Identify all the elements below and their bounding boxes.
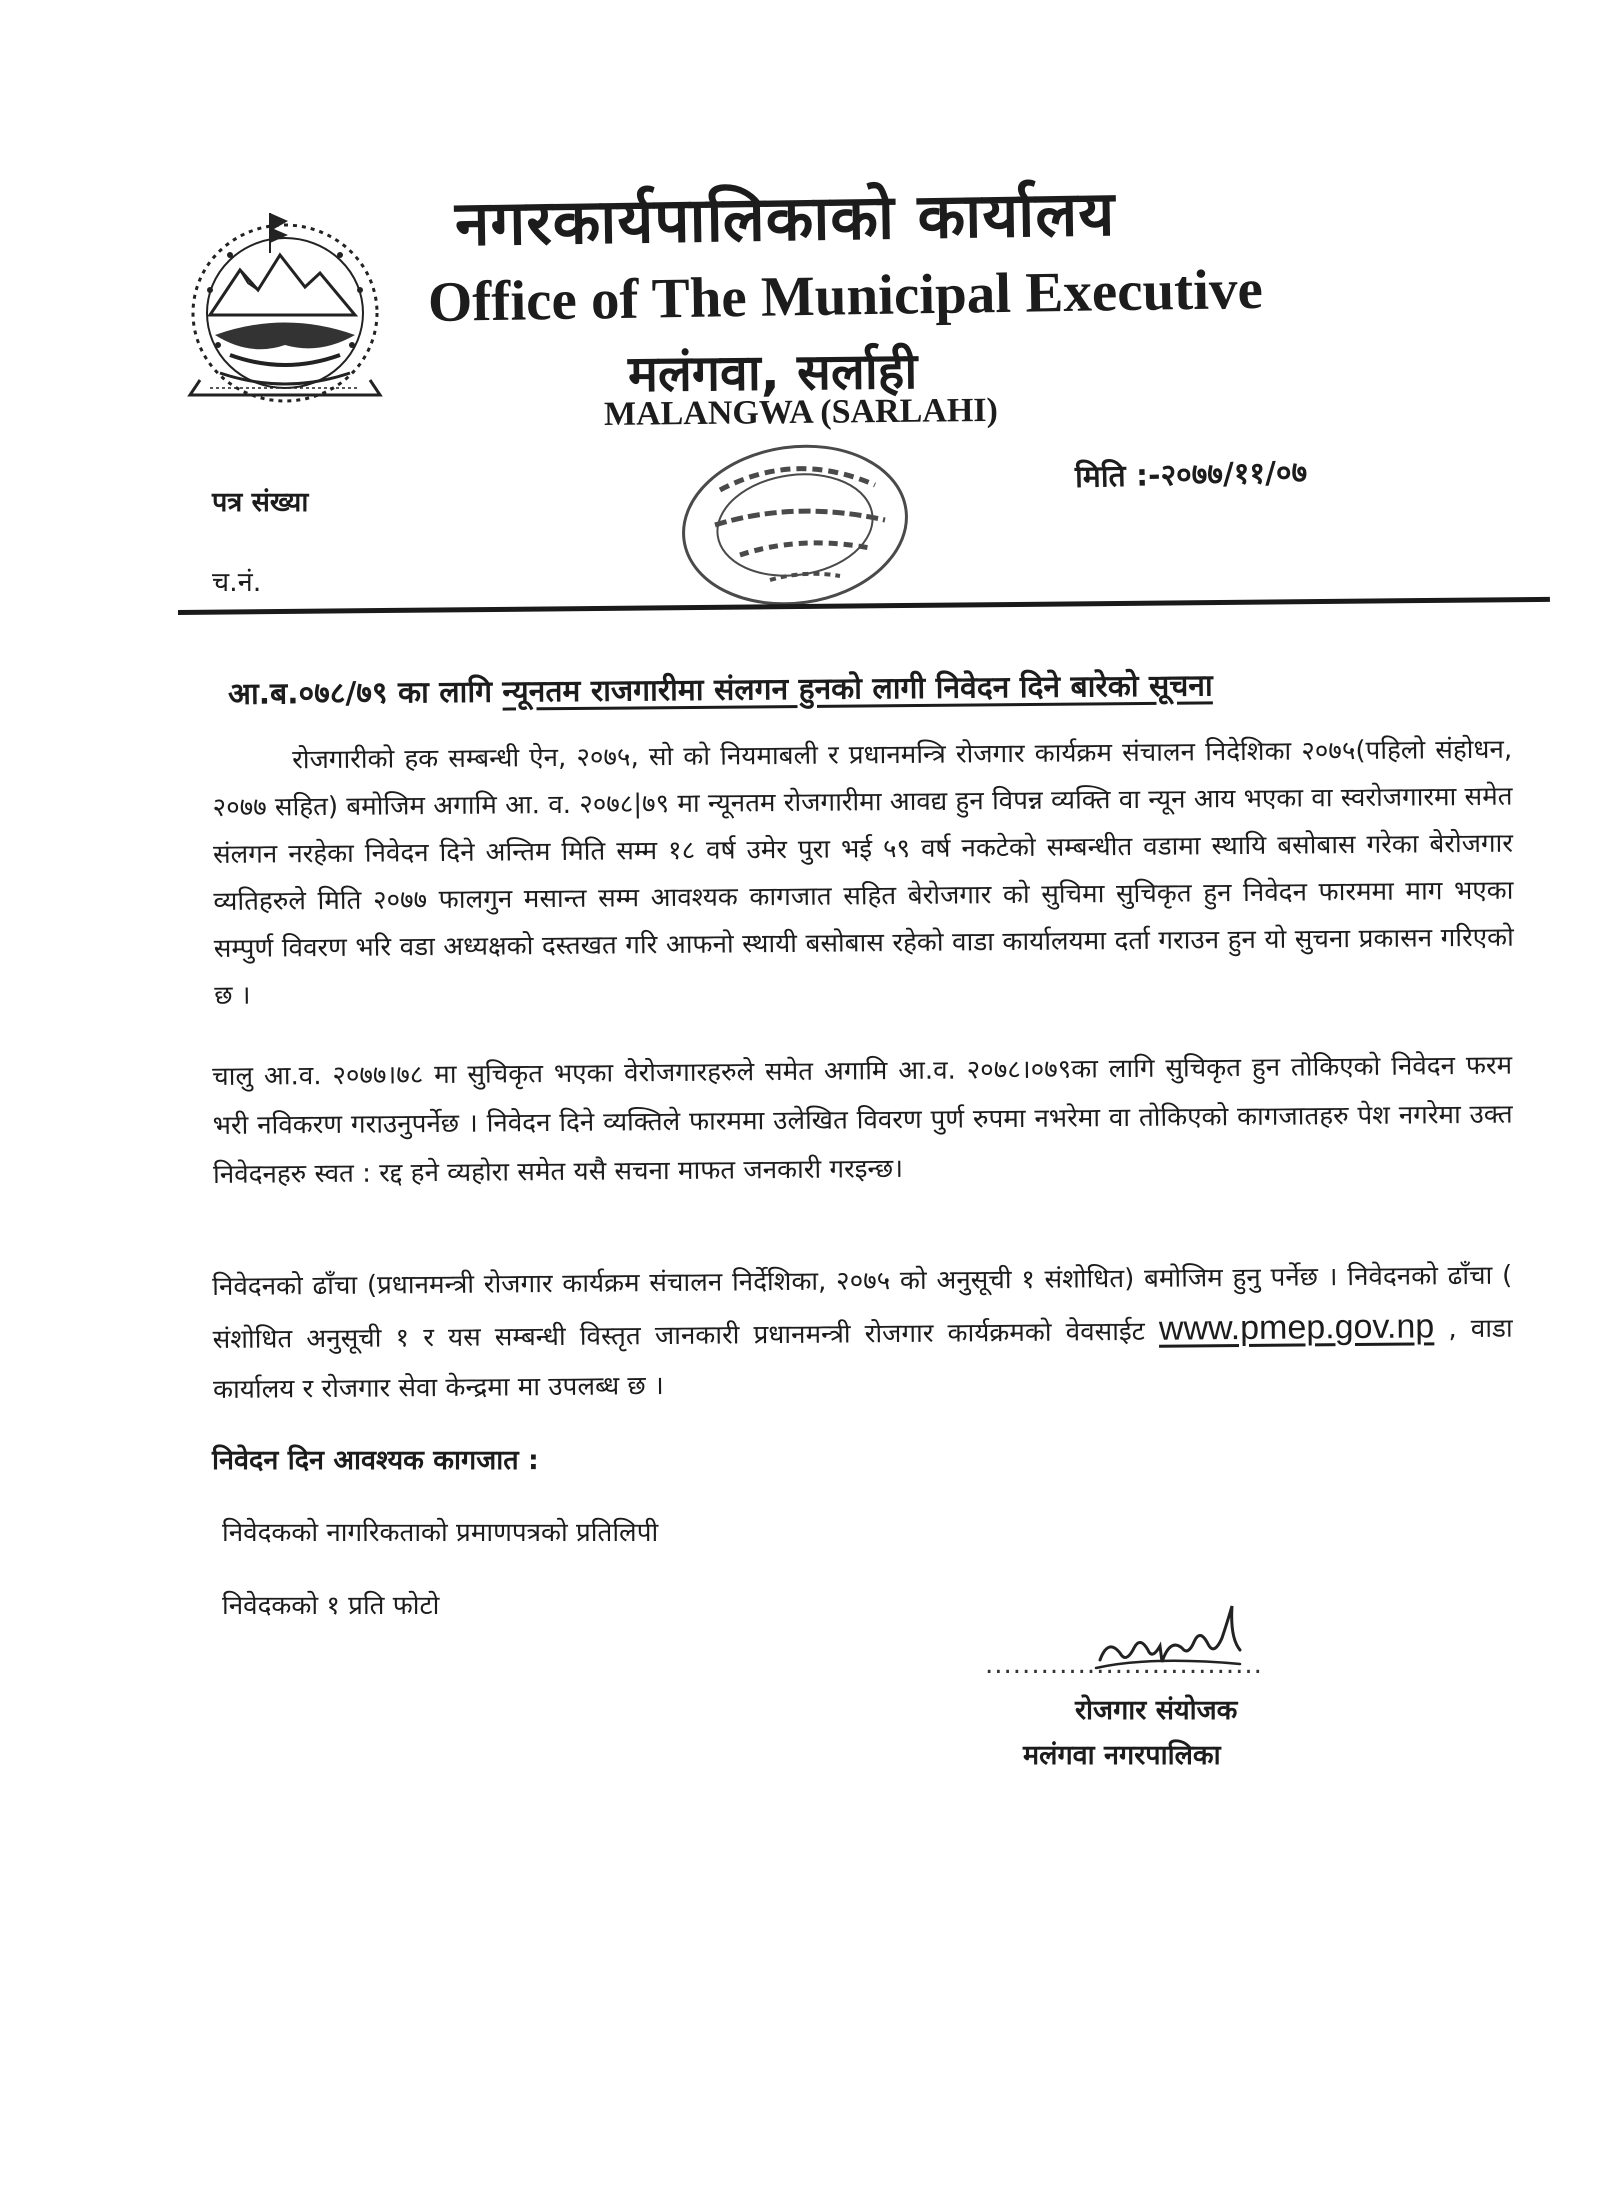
signature-line: .............................. [985, 1650, 1263, 1680]
office-stamp-icon [660, 430, 930, 620]
letter-date: मिति :-२०७७/११/०७ [1074, 455, 1308, 495]
city-name-nepali: मलंगवा, सर्लाही [627, 341, 918, 403]
signatory-office: मलंगवा नगरपालिका [1023, 1740, 1221, 1771]
notice-paragraph-3 [212, 1251, 1513, 1415]
nepal-government-emblem-icon [170, 195, 400, 420]
office-title-nepali: नगरकार्यपालिकाको कार्यालय [454, 176, 1116, 260]
notice-paragraph-1: रोजगारीको हक सम्बन्धी ऐन, २०७५, सो को नियमाबली र प्रधानमन्त्रि रोजगार कार्यक्रम संचालन निदेशिका २०७५(पहिलो संहोधन, २०७७ सहित) बमोजिम अगामि आ. व. २०७८|७९ मा न्यूनतम रोजगारीमा आवद्य हुन विपन्न व्यक्ति वा न्यून आय भएका वा स्वरोजगारमा समेत संलगन नरहेका निवेदन दिने अन्तिम मिति सम्म १८ वर्ष उमेर पुरा भई ५९ वर्ष नकटेको सम्बन्धीत वडामा स्थायि बसोबास गरेका बेरोजगार व्यतिहरुले मिति २०७७ फालगुन मसान्त सम्म आवश्यक कागजात सहित बेरोजगार को सुचिमा सुचिकृत हुन निवेदन फारममा माग भएका सम्पुर्ण विवरण भरि वडा अध्यक्षको दस्तखत गरि आफनो स्थायी बसोबास रहेको वाडा कार्यालयमा दर्ता गराउन हुन यो सुचना प्रकासन गरिएको छ । [212, 734, 1514, 1011]
required-documents-heading: निवेदन दिन आवश्यक कागजात : [212, 1445, 539, 1476]
signatory-title: रोजगार संयोजक [1075, 1695, 1238, 1726]
paragraph-3-text-after: , वाडा कार्यालय र रोजगार सेवा केन्द्रमा मा उपलब्ध छ । [212, 1313, 1513, 1405]
dispatch-number-label: च.नं. [212, 567, 262, 598]
required-document-item: निवेदकको नागरिकताको प्रमाणपत्रको प्रतिलिपी [222, 1518, 659, 1548]
notice-title [228, 661, 1478, 713]
notice-title-main: न्यूनतम राजगारीमा संलगन हुनको लागी निवेदन दिने बारेको सूचना [502, 668, 1213, 710]
city-name-english: MALANGWA (SARLAHI) [603, 391, 999, 433]
pmep-website-link[interactable]: www.pmep.gov.np [1158, 1307, 1435, 1348]
letter-number-label: पत्र संख्या [212, 487, 309, 518]
notice-paragraph-2: चालु आ.व. २०७७।७८ मा सुचिकृत भएका वेरोजगारहरुले समेत अगामि आ.व. २०७८।०७९का लागि सुचिकृत हुन तोकिएको निवेदन फरम भरी नविकरण गराउनुपर्नेछ । निवेदन दिने व्यक्तिले फारममा उलेखित विवरण पुर्ण रुपमा नभरेमा वा तोकिएको कागजातहरु पेश नगरेमा उक्त निवेदनहरु स्वत : रद्द हने व्यहोरा समेत यसै सचना माफत जनकारी गरइन्छ। [212, 1050, 1513, 1190]
notice-title-prefix: आ.ब.०७८/७९ का लागि [227, 674, 493, 712]
paragraph-3-text-before: निवेदनको ढाँचा (प्रधानमन्त्री रोजगार कार्यक्रम संचालन निर्देशिका, २०७५ को अनुसूची १ संशोधित) बमोजिम हुनु पर्नेछ । निवेदनको ढाँचा ( संशोधित अनुसूची १ र यस सम्बन्धी विस्तृत जानकारी प्रधानमन्त्री रोजगार कार्यक्रमको वेवसाईट [212, 1260, 1513, 1355]
required-document-item: निवेदकको १ प्रति फोटो [222, 1591, 440, 1621]
office-title-english: Office of The Municipal Executive [427, 257, 1264, 334]
